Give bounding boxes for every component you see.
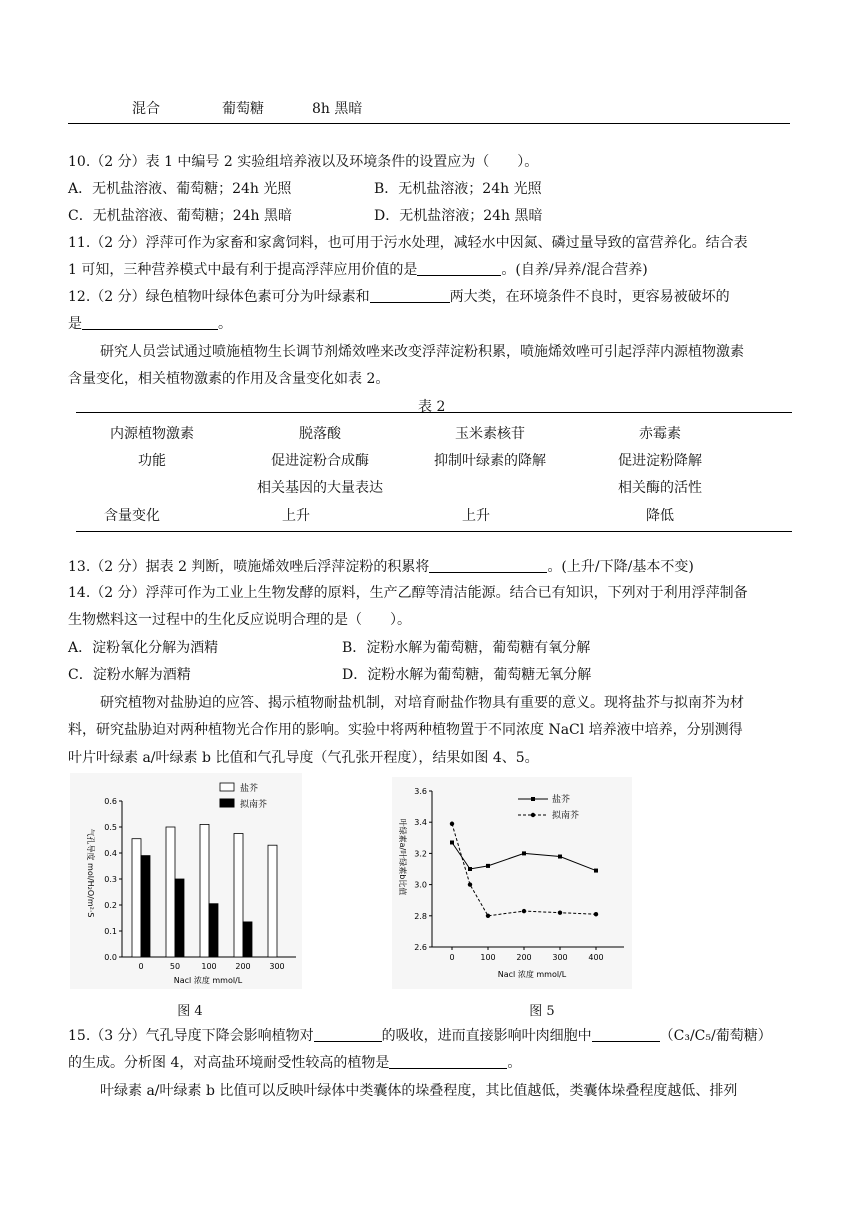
fig5-x-tick-label: 400 — [588, 953, 604, 962]
q13-answer-blank[interactable] — [429, 558, 547, 573]
q15-line1 — [68, 1026, 772, 1046]
fig4-x-tick-label: 50 — [169, 962, 181, 971]
fig5-y-tick-label: 2.6 — [414, 943, 427, 952]
q10-stem: 10.（2 分）表 1 中编号 2 实验组培养液以及环境条件的设置应为（ ）。 — [68, 154, 539, 170]
fig5-point-yanjie — [594, 869, 598, 873]
fig4-y-tick-label: 0.4 — [104, 849, 117, 858]
fig5-point-ninanjie — [558, 910, 562, 914]
table2-change-2: 上升 — [462, 508, 490, 524]
fig4-legend-label: 盐芥 — [240, 784, 259, 794]
table2-header-1: 脱落酸 — [299, 426, 341, 442]
table2-func2-3: 相关酶的活性 — [618, 480, 702, 496]
q14-option-a: A．淀粉氧化分解为酒精 — [68, 640, 219, 656]
fig4-y-tick-label: 0.5 — [104, 823, 117, 832]
q15-options: （C₃/C₅/葡萄糖） — [659, 1028, 772, 1044]
fig5-point-yanjie — [486, 864, 490, 868]
table2-change-label: 含量变化 — [104, 508, 160, 524]
table2-caption: 表 2 — [418, 399, 446, 415]
fig5-x-tick-label: 300 — [552, 953, 568, 962]
fig5-y-tick-label: 3.0 — [414, 880, 427, 890]
q10-option-a: A．无机盐溶液、葡萄糖；24h 光照 — [68, 181, 292, 197]
fig4-bar-yanjie — [268, 845, 277, 957]
fig4-legend-swatch-yanjie — [220, 783, 234, 791]
q11-line1: 11.（2 分）浮萍可作为家畜和家禽饲料，也可用于污水处理，减轻水中因氮、磷过量导致的富营养化。结合表 — [68, 235, 748, 251]
fig4-x-tick-label: 0 — [138, 962, 144, 971]
fig5-point-ninanjie — [594, 912, 598, 916]
q15-answer-blank-2[interactable] — [592, 1027, 660, 1042]
fig5-point-ninanjie — [468, 882, 472, 886]
q12-text-4: 。 — [218, 316, 232, 332]
table2-bottom-rule — [76, 531, 792, 532]
fig4-bar-yanjie — [166, 827, 175, 957]
table2-change-3: 降低 — [646, 508, 674, 524]
figure-5 — [392, 777, 632, 989]
fig5-legend-marker-ninanjie — [531, 813, 535, 817]
fig4-y-tick-label: 0.3 — [104, 875, 117, 884]
q14-option-b: B．淀粉水解为葡萄糖，葡萄糖有氧分解 — [342, 640, 591, 656]
fig5-y-axis-label: 叶绿素a/叶绿素b比值 — [398, 818, 407, 896]
q12-answer-blank-1[interactable] — [370, 288, 450, 303]
q12-text-2: 两大类，在环境条件不良时，更容易被破坏的 — [449, 289, 730, 305]
fig5-legend-label: 盐芥 — [552, 795, 571, 805]
fig4-y-tick-label: 0.6 — [104, 797, 117, 806]
table2-func2-1: 相关基因的大量表达 — [257, 480, 383, 496]
q14-option-d: D．淀粉水解为葡萄糖，葡萄糖无氧分解 — [342, 667, 592, 683]
fig5-point-yanjie — [558, 855, 562, 859]
q15-answer-blank-3[interactable] — [389, 1054, 507, 1069]
fig4-x-tick-label: 200 — [235, 962, 251, 971]
fig5-point-ninanjie — [450, 822, 454, 826]
table2-top-rule — [76, 412, 792, 413]
fig4-x-tick-label: 100 — [201, 962, 217, 971]
q11-line2 — [68, 260, 648, 280]
figure-5-caption: 图 5 — [529, 1004, 555, 1019]
fig4-bar-ninanjie — [175, 879, 184, 957]
q12-text: 12.（2 分）绿色植物叶绿体色素可分为叶绿素和 — [68, 289, 370, 305]
table2-func-1: 促进淀粉合成酶 — [271, 453, 369, 469]
q14-line1: 14.（2 分）浮萍可作为工业上生物发酵的原料，生产乙醇等清洁能源。结合已有知识，下列对于利用浮萍制备 — [68, 585, 748, 601]
fig5-point-yanjie — [450, 840, 454, 844]
top-row-col1: 混合 — [132, 101, 160, 117]
fig4-bar-yanjie — [132, 839, 141, 957]
fig5-legend-label: 拟南芥 — [552, 811, 580, 821]
fig4-bar-yanjie — [200, 824, 209, 957]
fig4-x-axis-label: Nacl 浓度 mmol/L — [173, 976, 243, 985]
fig4-y-tick-label: 0.0 — [104, 953, 117, 962]
q13-line — [68, 557, 694, 577]
para1-line1: 研究人员尝试通过喷施植物生长调节剂烯效唑来改变浮萍淀粉积累，喷施烯效唑可引起浮萍内源植物激素 — [100, 344, 744, 360]
fig5-x-tick-label: 200 — [516, 953, 532, 962]
table2-header-0: 内源植物激素 — [110, 426, 194, 442]
table2-func-3: 促进淀粉降解 — [618, 453, 702, 469]
fig4-y-tick-label: 0.1 — [104, 927, 117, 936]
top-row-col3: 8h 黑暗 — [312, 101, 363, 117]
fig5-point-ninanjie — [522, 909, 526, 913]
q15-line2 — [68, 1053, 521, 1073]
para2-line1: 研究植物对盐胁迫的应答、揭示植物耐盐机制，对培育耐盐作物具有重要的意义。现将盐芥与拟南芥为材 — [100, 695, 744, 711]
para2-line3: 叶片叶绿素 a/叶绿素 b 比值和气孔导度（气孔张开程度），结果如图 4、5。 — [68, 750, 539, 766]
fig5-x-tick-label: 100 — [480, 953, 496, 962]
para3-line1: 叶绿素 a/叶绿素 b 比值可以反映叶绿体中类囊体的垛叠程度，其比值越低，类囊体垛叠程度越低、排列 — [100, 1083, 738, 1099]
fig5-legend-marker-yanjie — [531, 797, 535, 801]
top-row-col2: 葡萄糖 — [222, 101, 264, 117]
fig5-y-tick-label: 3.6 — [414, 787, 427, 796]
fig5-point-yanjie — [468, 867, 472, 871]
table2-func-2: 抑制叶绿素的降解 — [434, 453, 546, 469]
q15-text-3: 的生成。分析图 4，对高盐环境耐受性较高的植物是 — [68, 1055, 390, 1071]
fig5-y-tick-label: 3.4 — [414, 818, 427, 828]
fig4-x-tick-label: 300 — [269, 962, 285, 971]
fig4-y-axis-label: 气孔导度 mol/H₂O/m²·S — [86, 828, 95, 918]
q13-options: 。(上升/下降/基本不变) — [547, 559, 694, 575]
q12-text-3: 是 — [68, 316, 82, 332]
fig4-bar-ninanjie — [141, 856, 150, 957]
fig4-bar-ninanjie — [209, 904, 218, 957]
q11-options: 。(自养/异养/混合营养) — [501, 262, 648, 278]
fig5-y-tick-label: 3.2 — [414, 849, 427, 859]
q12-answer-blank-2[interactable] — [82, 315, 218, 330]
q15-answer-blank-1[interactable] — [314, 1027, 382, 1042]
fig4-bar-yanjie — [234, 834, 243, 958]
q10-option-d: D．无机盐溶液；24h 黑暗 — [374, 208, 543, 224]
q15-text: 15.（3 分）气孔导度下降会影响植物对 — [68, 1028, 314, 1044]
table2-func-label: 功能 — [138, 453, 166, 469]
fig5-x-axis-label: Nacl 浓度 mmol/L — [497, 970, 567, 979]
table2-header-2: 玉米素核苷 — [455, 426, 525, 442]
fig5-chart — [392, 777, 632, 989]
q11-text: 1 可知，三种营养模式中最有利于提高浮萍应用价值的是 — [68, 262, 418, 278]
fig4-chart — [70, 773, 302, 989]
fig5-point-yanjie — [522, 851, 526, 855]
q14-option-c: C．淀粉水解为酒精 — [68, 667, 191, 683]
q13-text: 13.（2 分）据表 2 判断，喷施烯效唑后浮萍淀粉的积累将 — [68, 559, 430, 575]
fig5-x-tick-label: 0 — [449, 953, 455, 962]
fig4-legend-swatch-ninanjie — [220, 799, 234, 807]
table2-header-3: 赤霉素 — [639, 426, 681, 442]
q15-text-2: 的吸收，进而直接影响叶肉细胞中 — [381, 1028, 592, 1044]
figure-4-caption: 图 4 — [177, 1004, 203, 1019]
para2-line2: 料，研究盐胁迫对两种植物光合作用的影响。实验中将两种植物置于不同浓度 NaCl 培养液中培养，分别测得 — [68, 722, 743, 738]
q12-line2 — [68, 314, 232, 334]
fig5-series-line-yanjie — [452, 842, 596, 870]
figure-4 — [70, 773, 302, 989]
q11-answer-blank[interactable] — [417, 261, 501, 276]
q14-line2: 生物燃料这一过程中的生化反应说明合理的是（ ）。 — [68, 612, 411, 628]
fig5-point-ninanjie — [486, 914, 490, 918]
table2-change-1: 上升 — [282, 508, 310, 524]
fig4-y-tick-label: 0.2 — [104, 901, 117, 910]
fig4-legend-label: 拟南芥 — [240, 800, 268, 810]
fig5-y-tick-label: 2.8 — [414, 911, 427, 921]
q12-line1 — [68, 287, 730, 307]
para1-line2: 含量变化，相关植物激素的作用及含量变化如表 2。 — [68, 371, 390, 387]
fig4-bar-ninanjie — [243, 922, 252, 957]
q15-text-4: 。 — [507, 1055, 522, 1071]
top-table-rule — [68, 123, 790, 124]
q10-option-b: B．无机盐溶液；24h 光照 — [374, 181, 542, 197]
q10-option-c: C．无机盐溶液、葡萄糖；24h 黑暗 — [68, 208, 292, 224]
fig5-series-line-ninanjie — [452, 824, 596, 916]
